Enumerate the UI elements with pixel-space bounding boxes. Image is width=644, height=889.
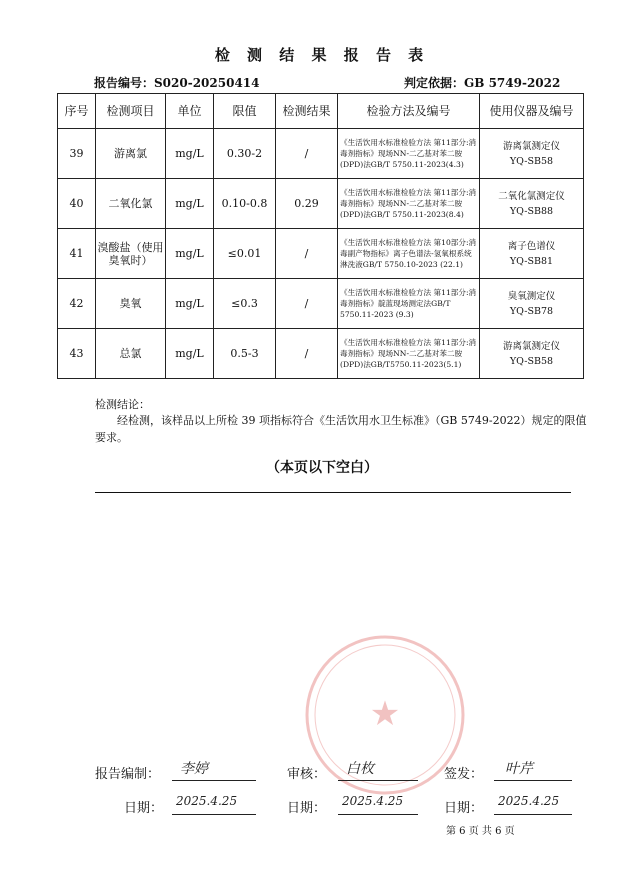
- divider: [95, 492, 571, 493]
- header-no: 序号: [58, 94, 96, 129]
- header-instrument: 使用仪器及编号: [480, 94, 584, 129]
- issuer-date-line: [494, 814, 572, 815]
- row-unit: mg/L: [166, 279, 214, 329]
- conclusion-label: 检测结论：: [95, 398, 150, 411]
- issuer-date: 2025.4.25: [498, 794, 560, 808]
- row-limit: ≤0.01: [214, 229, 276, 279]
- row-limit: 0.30-2: [214, 129, 276, 179]
- issuer-signature: 叶芹: [505, 761, 533, 777]
- table-row: [58, 179, 584, 229]
- compiler-signature: 李婷: [180, 761, 208, 777]
- instrument-name: 二氧化氯测定仪: [498, 190, 565, 202]
- row-limit: 0.10-0.8: [214, 179, 276, 229]
- compiler-line: [172, 780, 256, 781]
- row-method: 《生活饮用水标准检验方法 第11部分:消毒剂指标》现场NN-二乙基对苯二胺(DPD)法GB/T 5750.11-2023(4.3): [338, 129, 480, 179]
- row-instrument: [480, 129, 584, 179]
- row-method: 《生活饮用水标准检验方法 第11部分:消毒剂指标》现场NN-二乙基对苯二胺(DPD)法GB/T5750.11-2023(5.1): [338, 329, 480, 379]
- reviewer-date-label: 日期：: [287, 801, 327, 816]
- row-no: 42: [58, 279, 96, 329]
- instrument-name: 臭氧测定仪: [507, 290, 556, 302]
- row-unit: mg/L: [166, 129, 214, 179]
- page-number: 第 6 页 共 6 页: [446, 826, 515, 837]
- row-instrument: [480, 229, 584, 279]
- header-limit: 限值: [214, 94, 276, 129]
- reviewer-line: [338, 780, 418, 781]
- row-no: 39: [58, 129, 96, 179]
- results-table: [57, 93, 584, 379]
- table-row: [58, 229, 584, 279]
- compiler-date: 2025.4.25: [176, 794, 238, 808]
- header-item: 检测项目: [96, 94, 166, 129]
- reviewer-date: 2025.4.25: [342, 794, 404, 808]
- issuer-date-label: 日期：: [444, 801, 484, 816]
- row-no: 40: [58, 179, 96, 229]
- row-result: 0.29: [276, 179, 338, 229]
- row-instrument: [480, 279, 584, 329]
- issuer-label: 签发：: [444, 767, 484, 782]
- table-header-row: [58, 94, 584, 129]
- instrument-name: 游离氯测定仪: [502, 340, 560, 352]
- row-item: 总氯: [96, 329, 166, 379]
- row-limit: 0.5-3: [214, 329, 276, 379]
- instrument-name: 游离氯测定仪: [502, 140, 560, 152]
- reviewer-signature: 白枚: [346, 761, 374, 777]
- row-item: 游离氯: [96, 129, 166, 179]
- table-row: [58, 329, 584, 379]
- compiler-label: 报告编制：: [95, 767, 161, 782]
- compiler-date-line: [172, 814, 256, 815]
- instrument-id: YQ-SB81: [509, 255, 554, 267]
- header-unit: 单位: [166, 94, 214, 129]
- row-result: /: [276, 129, 338, 179]
- row-instrument: [480, 179, 584, 229]
- conclusion-text: 经检测，该样品以上所检 39 项指标符合《生活饮用水卫生标准》（GB 5749-2022）规定的限值要求。: [95, 414, 587, 444]
- row-item: 二氧化氯: [96, 179, 166, 229]
- row-item: 臭氧: [96, 279, 166, 329]
- header-method: 检验方法及编号: [338, 94, 480, 129]
- instrument-id: YQ-SB58: [509, 355, 554, 367]
- instrument-name: 离子色谱仪: [507, 240, 556, 252]
- row-limit: ≤0.3: [214, 279, 276, 329]
- row-item: 溴酸盐（使用臭氧时）: [96, 229, 166, 279]
- instrument-id: YQ-SB58: [509, 155, 554, 167]
- svg-text:★: ★: [369, 694, 401, 734]
- page-title: 检 测 结 果 报 告 表: [214, 46, 430, 64]
- row-method: 《生活饮用水标准检验方法 第11部分:消毒剂指标》现场NN-二乙基对苯二胺(DPD)法GB/T 5750.11-2023(8.4): [338, 179, 480, 229]
- reviewer-label: 审核：: [287, 767, 327, 782]
- instrument-id: YQ-SB88: [509, 205, 554, 217]
- row-result: /: [276, 229, 338, 279]
- judgement-basis: 判定依据：GB 5749-2022: [404, 76, 561, 90]
- reviewer-date-line: [338, 814, 418, 815]
- header-result: 检测结果: [276, 94, 338, 129]
- row-method: 《生活饮用水标准检验方法 第11部分:消毒剂指标》靛蓝现场测定法GB/T 5750.11-2023 (9.3): [338, 279, 480, 329]
- row-method: 《生活饮用水标准检验方法 第10部分:消毒副产物指标》离子色谱法-氢氧根系统淋洗液GB/T 5750.10-2023 (22.1): [338, 229, 480, 279]
- report-number: 报告编号：S020-20250414: [94, 76, 260, 90]
- issuer-line: [494, 780, 572, 781]
- row-unit: mg/L: [166, 329, 214, 379]
- row-result: /: [276, 329, 338, 379]
- row-no: 41: [58, 229, 96, 279]
- row-unit: mg/L: [166, 229, 214, 279]
- blank-note: （本页以下空白）: [266, 460, 378, 476]
- table-row: [58, 129, 584, 179]
- instrument-id: YQ-SB78: [509, 305, 554, 317]
- row-unit: mg/L: [166, 179, 214, 229]
- row-no: 43: [58, 329, 96, 379]
- compiler-date-label: 日期：: [124, 801, 164, 816]
- row-result: /: [276, 279, 338, 329]
- row-instrument: [480, 329, 584, 379]
- table-row: [58, 279, 584, 329]
